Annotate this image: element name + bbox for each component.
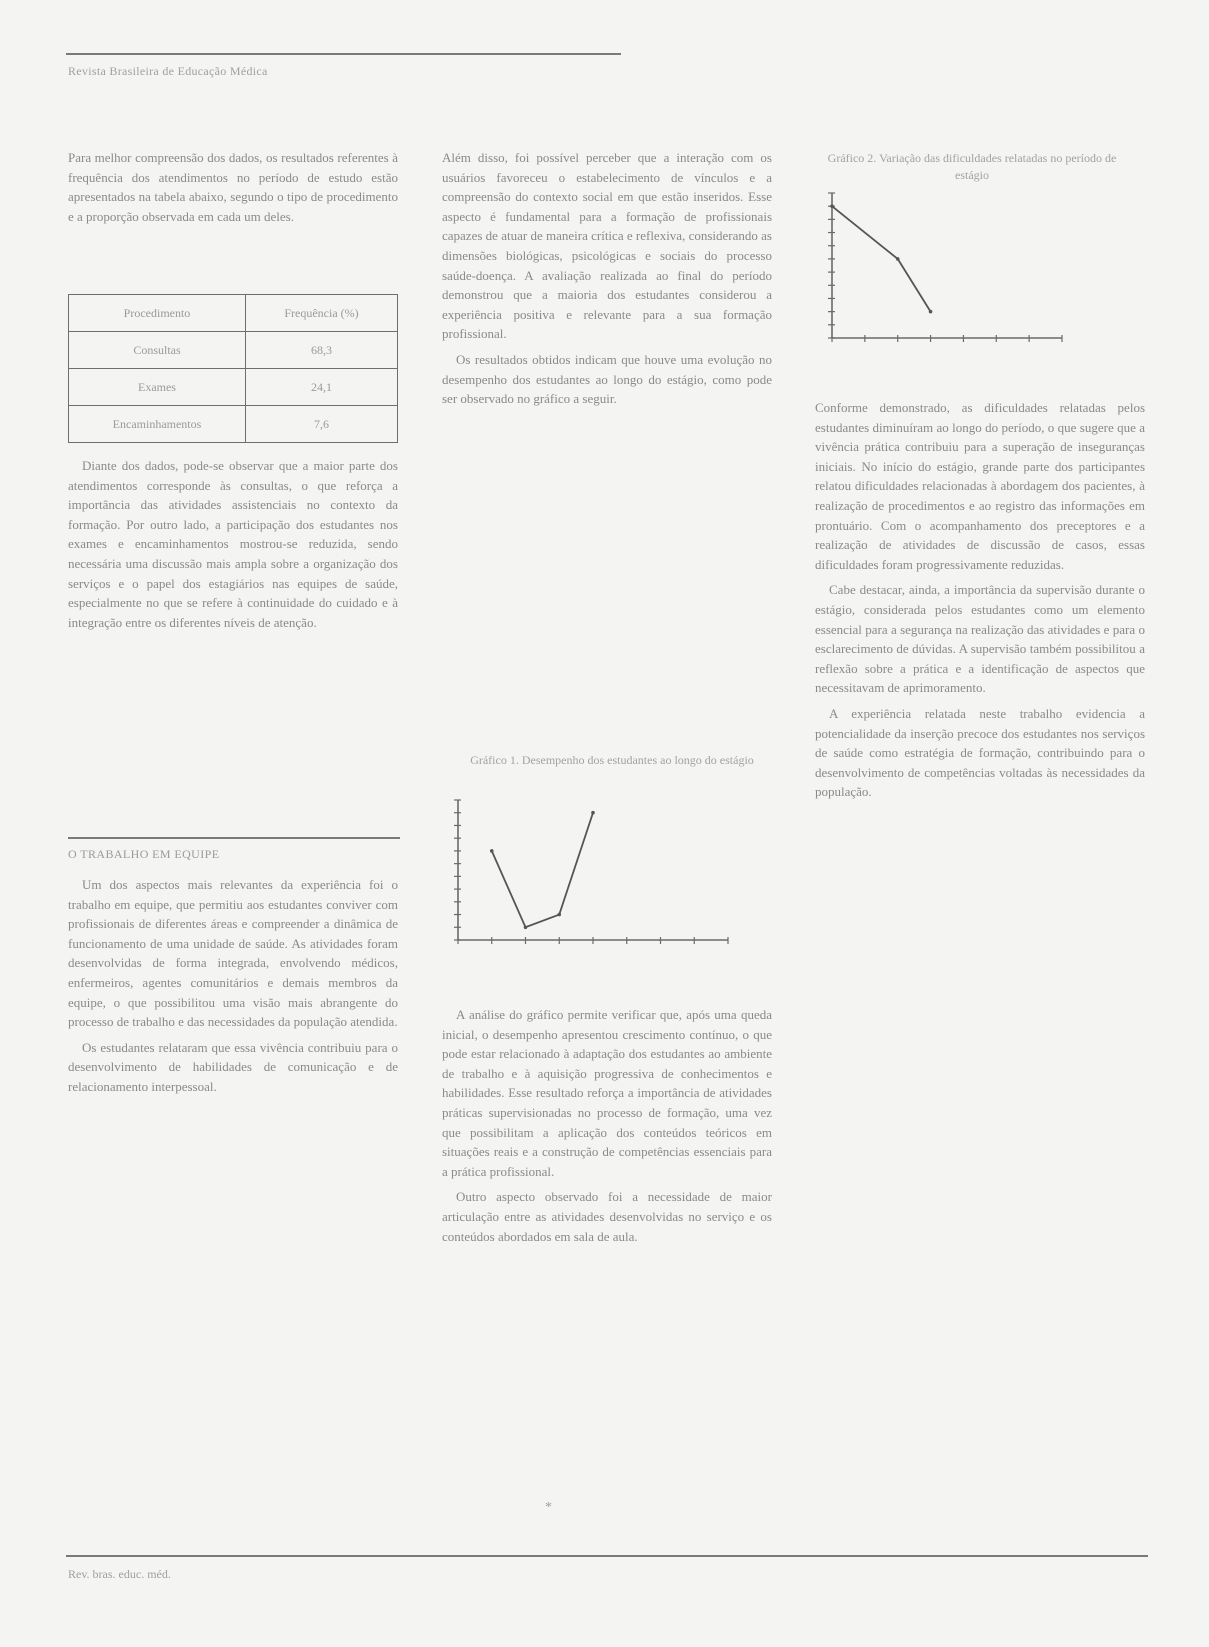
table-cell: Consultas (69, 332, 246, 369)
body-paragraph: Um dos aspectos mais relevantes da experiência foi o trabalho em equipe, que permitiu aos estudantes conviver com profissionais de diferentes áreas e compreender a dinâmica de funcionamento de uma unidade de saúde. As atividades foram desenvolvidas de forma integrada, envolvendo médicos, enfermeiros, agentes comunitários e demais membros da equipe, o que possibilitou uma visão mais abrangente do processo de trabalho e das necessidades da população atendida. (68, 877, 398, 1030)
data-point (830, 204, 834, 208)
table-row (69, 369, 398, 406)
table-header-cell: Procedimento (69, 295, 246, 332)
column-3-body (815, 398, 1145, 808)
table-cell: Encaminhamentos (69, 406, 246, 443)
data-point (591, 811, 595, 815)
data-point (524, 925, 528, 929)
body-paragraph: Diante dos dados, pode-se observar que a maior parte dos atendimentos corresponde às consultas, o que reforça a importância das atividades assistenciais no contexto da formação. Por outro lado, a participação dos estudantes nos exames e encaminhamentos mostrou-se reduzida, sendo necessária uma discussão mais ampla sobre a organização dos serviços e o papel dos estagiários nas equipes de saúde, especialmente no que se refere à continuidade do cuidado e à integração entre os diferentes níveis de atenção. (68, 458, 398, 630)
body-paragraph: Além disso, foi possível perceber que a interação com os usuários favoreceu o estabelecimento de vínculos e a compreensão do contexto social em que estão inseridos. Esse aspecto é fundamental para a formação de profissionais capazes de atuar de maneira crítica e reflexiva, considerando as dimensões biológicas, psicológicas e sociais do processo saúde-doença. A avaliação realizada ao final do período demonstrou que a maioria dos estudantes considerou a experiência positiva e relevante para a sua formação profissional. (442, 150, 772, 342)
figure-caption: Gráfico 2. Variação das dificuldades relatadas no período de estágio (827, 151, 1117, 182)
column-1-section-body (68, 875, 398, 1103)
table-row (69, 332, 398, 369)
body-paragraph: Cabe destacar, ainda, a importância da supervisão durante o estágio, considerada pelos estudantes como um elemento essencial para a segurança na realização das atividades e para o esclarecimento de dúvidas. A supervisão também possibilitou a reflexão sobre a prática e a identificação de aspectos que necessitavam de aprimoramento. (815, 582, 1145, 696)
series-line (492, 813, 593, 928)
table-header-row (69, 295, 398, 332)
footer-rule (66, 1555, 1148, 1557)
table-header-cell: Frequência (%) (245, 295, 397, 332)
data-point (557, 913, 561, 917)
series-line (832, 206, 931, 311)
body-paragraph: Os estudantes relataram que essa vivência contribuiu para o desenvolvimento de habilidades de comunicação e de relacionamento interpessoal. (68, 1039, 398, 1094)
body-paragraph: A experiência relatada neste trabalho evidencia a potencialidade da inserção precoce dos estudantes nos serviços de saúde como estratégia de formação, contribuindo para o desenvolvimento de competências voltadas às necessidades da população. (815, 705, 1145, 800)
data-table (68, 294, 398, 443)
running-head: Revista Brasileira de Educação Médica (68, 64, 268, 78)
section-title: O TRABALHO EM EQUIPE (68, 847, 220, 861)
section-rule (68, 837, 400, 839)
body-paragraph: Os resultados obtidos indicam que houve uma evolução no desempenho dos estudantes ao longo do estágio, como pode ser observado no gráfico a seguir. (442, 351, 772, 407)
column-1-intro (68, 148, 398, 232)
table-cell: 24,1 (245, 369, 397, 406)
body-paragraph: Conforme demonstrado, as dificuldades relatadas pelos estudantes diminuíram ao longo do período, o que sugere que a vivência prática contribuiu para a superação de inseguranças iniciais. No início do estágio, grande parte dos participantes relatou dificuldades relacionadas à abordagem dos pacientes, à realização de procedimentos e ao registro das informações em prontuário. Com o acompanhamento dos preceptores e a realização de atividades de discussão de casos, essas dificuldades foram progressivamente reduzidas. (815, 400, 1145, 572)
data-point (929, 310, 933, 314)
table-cell: 7,6 (245, 406, 397, 443)
line-chart-performance (440, 790, 770, 980)
line-chart-difficulties (820, 185, 1120, 390)
body-paragraph: A análise do gráfico permite verificar que, após uma queda inicial, o desempenho apresentou crescimento contínuo, o que pode estar relacionado à adaptação dos estudantes ao ambiente de trabalho e à aquisição progressiva de conhecimentos e habilidades. Esse resultado reforça a importância de atividades práticas supervisionadas no processo de formação, uma vez que possibilitam a aplicação dos conteúdos teóricos em situações reais e a construção de competências essenciais para a prática profissional. (442, 1007, 772, 1179)
column-1-body (68, 456, 398, 638)
header-rule (66, 53, 621, 55)
figure-caption: Gráfico 1. Desempenho dos estudantes ao longo do estágio (470, 753, 754, 767)
table-cell: Exames (69, 369, 246, 406)
intro-paragraph: Para melhor compreensão dos dados, os resultados referentes à frequência dos atendimentos no período de estudo estão apresentados na tabela abaixo, segundo o tipo de procedimento e a proporção observada em cada um deles. (68, 150, 398, 224)
column-2-body-after (442, 1005, 772, 1252)
data-point (490, 849, 494, 853)
table-cell: 68,3 (245, 332, 397, 369)
table-row (69, 406, 398, 443)
running-foot: Rev. bras. educ. méd. (68, 1567, 171, 1581)
column-2-body (442, 148, 772, 415)
body-paragraph: Outro aspecto observado foi a necessidade de maior articulação entre as atividades desenvolvidas no serviço e os conteúdos abordados em sala de aula. (442, 1189, 772, 1244)
page-mark: * (545, 1500, 552, 1515)
data-point (896, 257, 900, 261)
